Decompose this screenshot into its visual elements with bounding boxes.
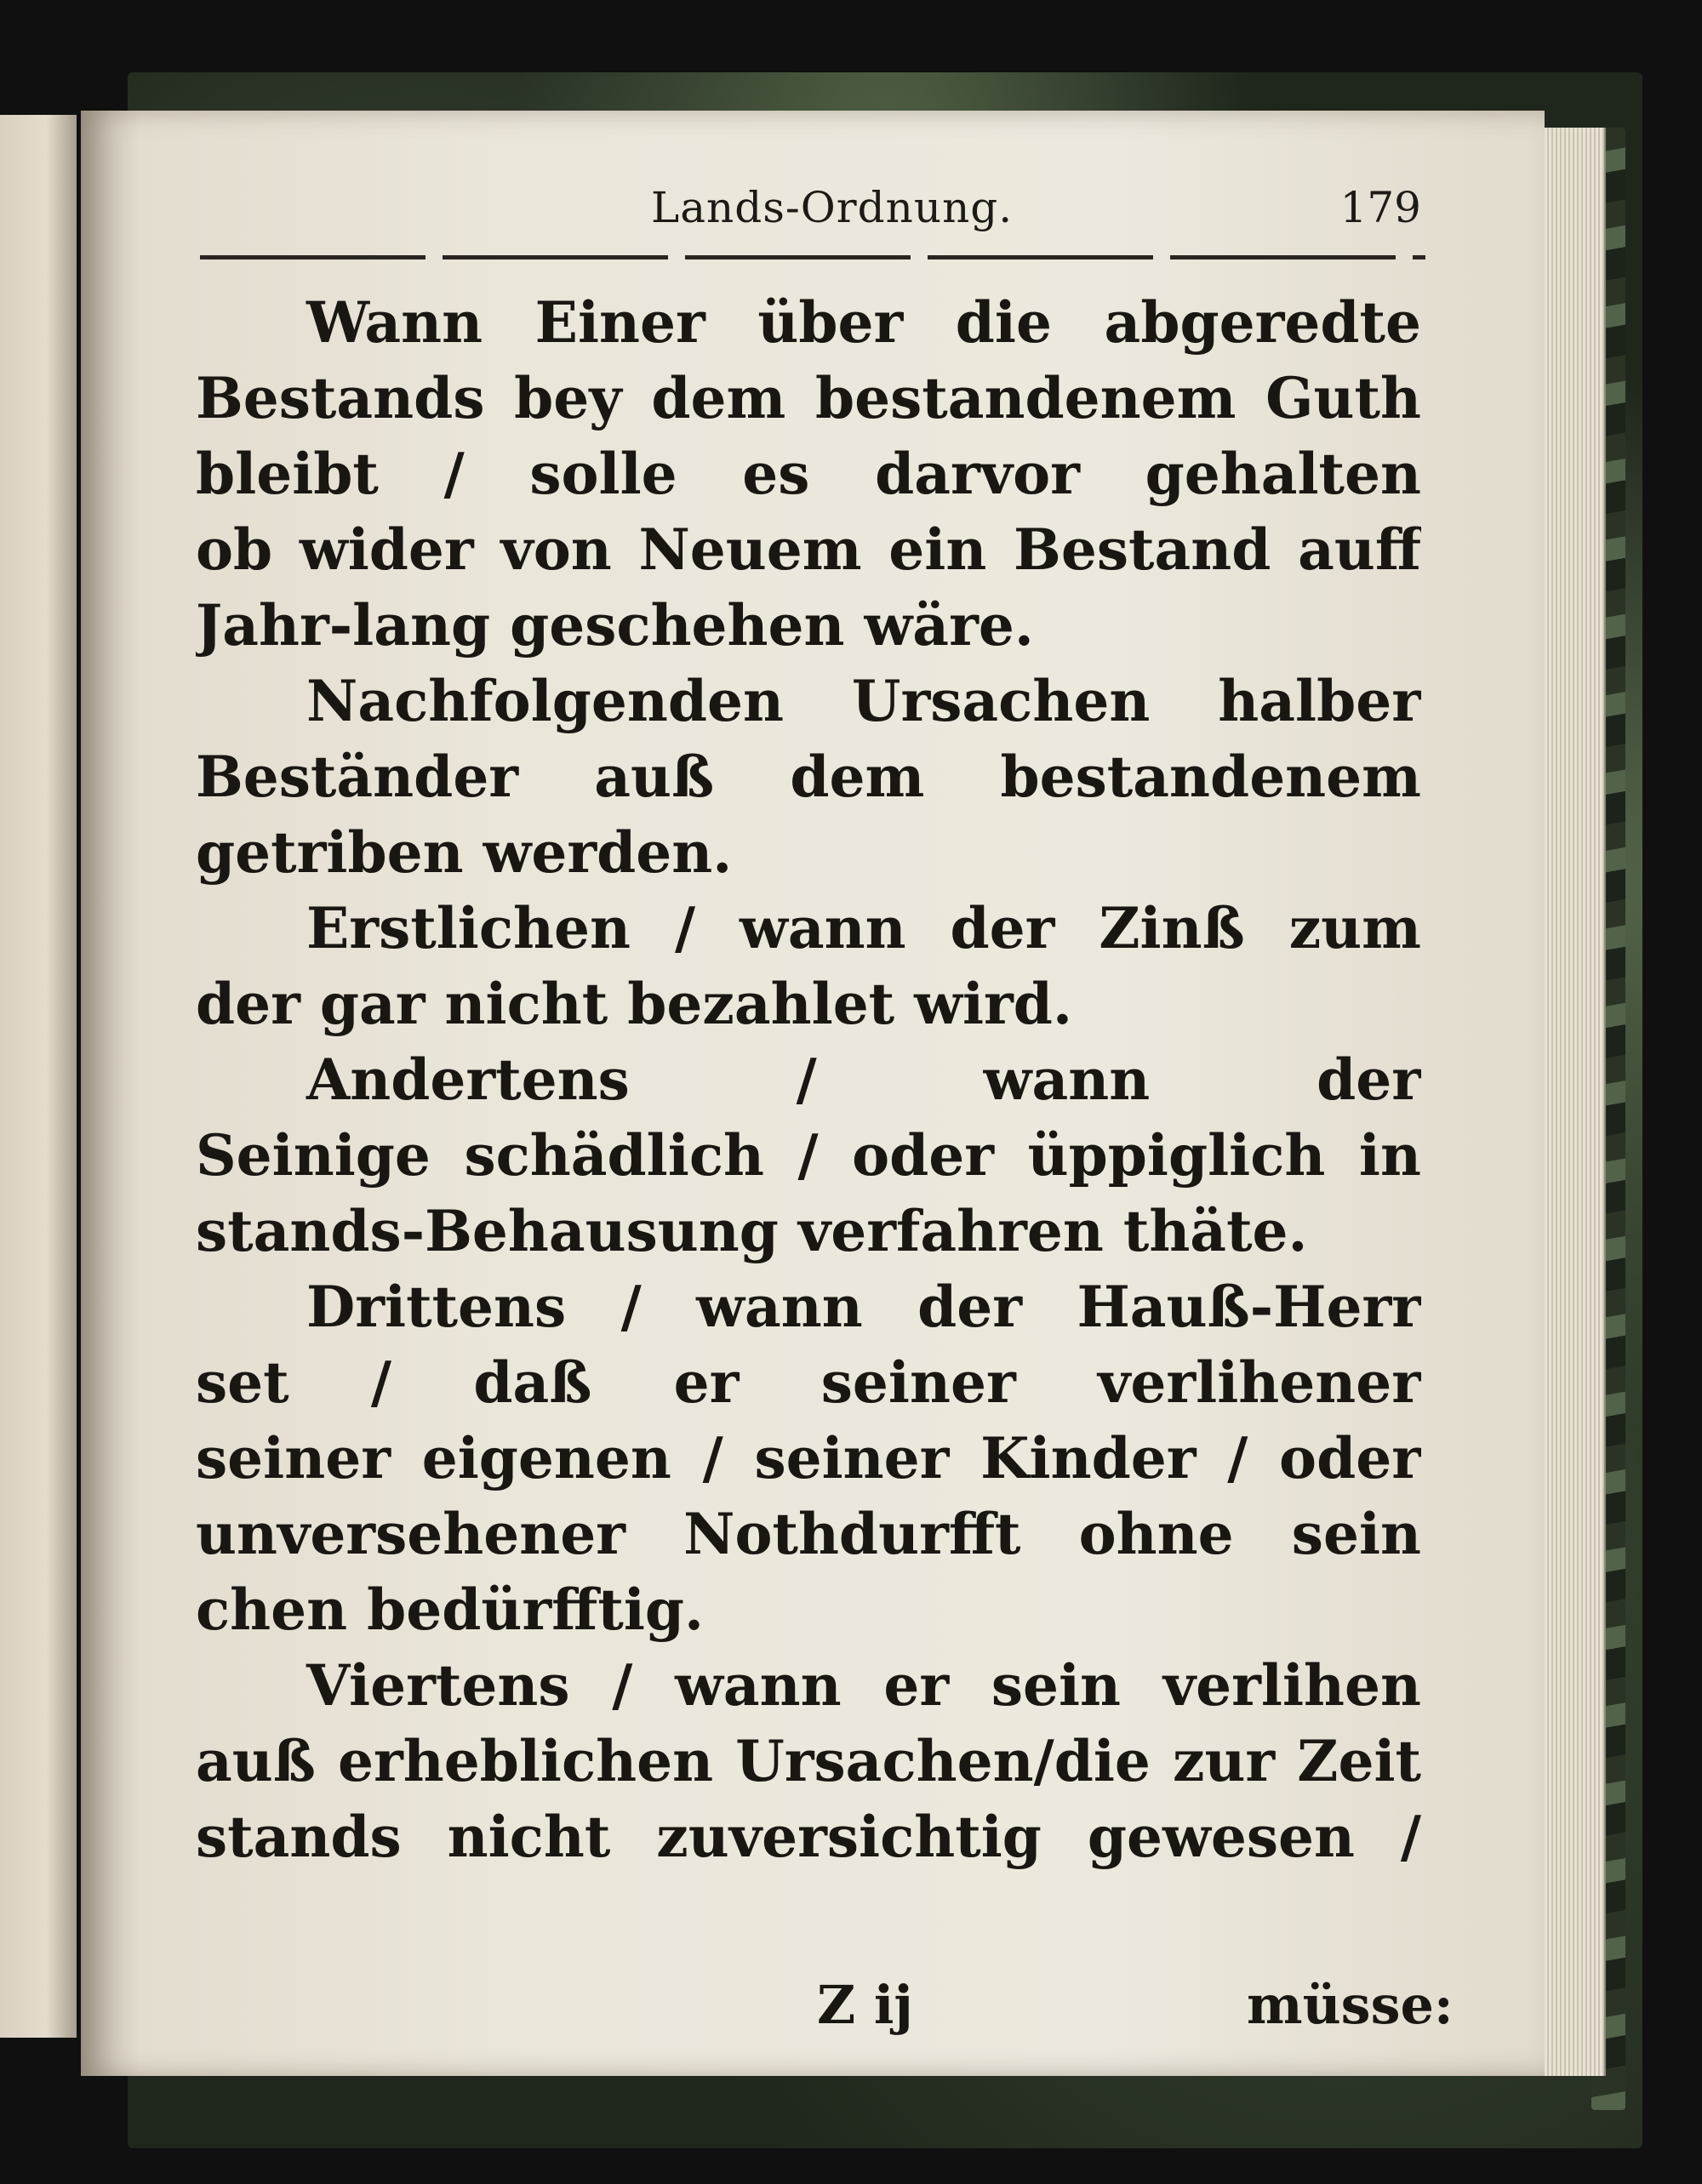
text-line: stands nicht zuversichtig gewesen / [196, 1804, 1421, 1870]
text-line: Beständer auß dem bestandenem [196, 744, 1421, 810]
text-line: getriben werden. [196, 819, 733, 886]
text-line: chen bedürfftig. [196, 1577, 705, 1643]
body-text [196, 285, 1421, 1875]
page-header [196, 183, 1421, 242]
catchword: müsse: [1247, 1974, 1454, 2036]
text-line: set / daß er seiner verlihener [196, 1349, 1421, 1416]
text-line: Seinige schädlich / oder üppiglich in [196, 1122, 1421, 1189]
text-line: unversehener Nothdurfft ohne sein [196, 1501, 1421, 1567]
text-line: bleibt / solle es darvor gehalten [196, 441, 1421, 507]
running-head: Lands-Ordnung. [651, 183, 1014, 232]
text-line: Wann Einer über die abgeredte [306, 289, 1421, 356]
text-line: Andertens / wann der [306, 1046, 1421, 1113]
text-line: stands-Behausung verfahren thäte. [196, 1198, 1308, 1264]
header-rule [200, 255, 1425, 259]
text-line: auß erheblichen Ursachen/die zur Zeit [196, 1728, 1421, 1794]
facing-page-edge [0, 115, 77, 2038]
text-line: Erstlichen / wann der Zinß zum [306, 895, 1421, 961]
text-line: Bestands bey dem bestandenem Guth [196, 365, 1421, 431]
text-line: Nachfolgenden Ursachen halber [306, 668, 1421, 734]
text-line: ob wider von Neuem ein Bestand auff [196, 516, 1421, 583]
page-number: 179 [1339, 183, 1421, 232]
signature-mark: Z ij [817, 1974, 913, 2036]
text-line: seiner eigenen / seiner Kinder / oder [196, 1425, 1421, 1491]
text-line: Viertens / wann er sein verlihen [306, 1652, 1421, 1719]
text-line: der gar nicht bezahlet wird. [196, 971, 1072, 1037]
text-line: Jahr-lang geschehen wäre. [196, 592, 1034, 659]
text-line: Drittens / wann der Hauß-Herr [306, 1274, 1421, 1340]
